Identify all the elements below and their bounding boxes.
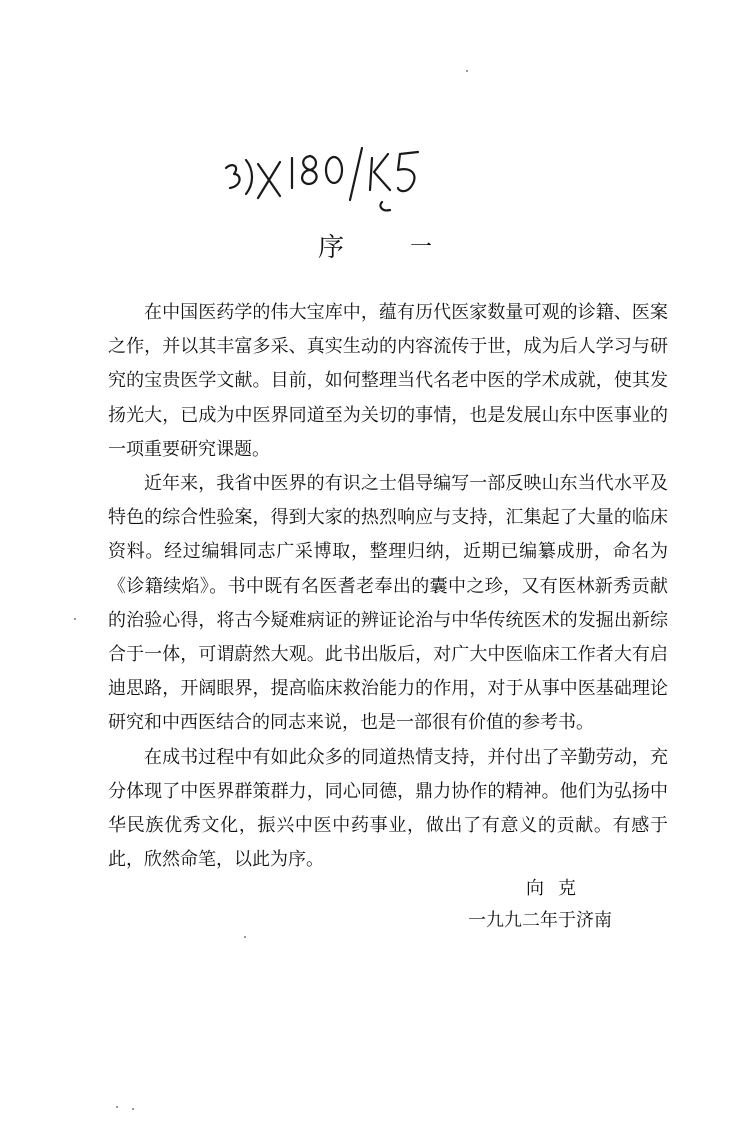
preface-body [108,296,668,877]
scan-speck [244,936,246,938]
signature-name: 向克 [526,878,590,899]
paragraph: 在中国医药学的伟大宝库中，蕴有历代医家数量可观的诊籍、医案之作，并以其丰富多采、真实生动的内容流传于世，成为后人学习与研究的宝贵医学文献。目前，如何整理当代名老中医的学术成就，使其发扬光大，已成为中医界同道至为关切的事情，也是发展山东中医事业的一项重要研究课题。 [108,302,668,460]
paragraph: 近年来，我省中医界的有识之士倡导编写一部反映山东当代水平及特色的综合性验案，得到大家的热烈响应与支持，汇集起了大量的临床资料。经过编辑同志广采博取，整理归纳，近期已编纂成册，命名为《诊籍续焰》。书中既有名医耆老奉出的囊中之珍，又有医林新秀贡献的治验心得，将古今疑难病证的辨证论治与中华传统医术的发掘出新综合于一体，可谓蔚然大观。此书出版后，对广大中医临床工作者大有启迪思路，开阔眼界，提高临床救治能力的作用，对于从事中医基础理论研究和中西医结合的同志来说，也是一部很有价值的参考书。 [108,473,668,734]
handwritten-note-image [222,140,422,220]
scan-speck [466,70,468,72]
signature-date: 一九九二年于济南 [468,910,612,931]
scan-speck [132,1108,134,1110]
scan-speck [116,1106,118,1108]
paragraph: 在成书过程中有如此众多的同道热情支持，并付出了辛勤劳动，充分体现了中医界群策群力，同心同德，鼎力协作的精神。他们为弘扬中华民族优秀文化，振兴中医中药事业，做出了有意义的贡献。有感于此，欣然命笔，以此为序。 [108,746,668,871]
page-title: 序 [318,233,345,263]
title-number: 一 [410,235,433,260]
scan-speck [74,618,76,620]
